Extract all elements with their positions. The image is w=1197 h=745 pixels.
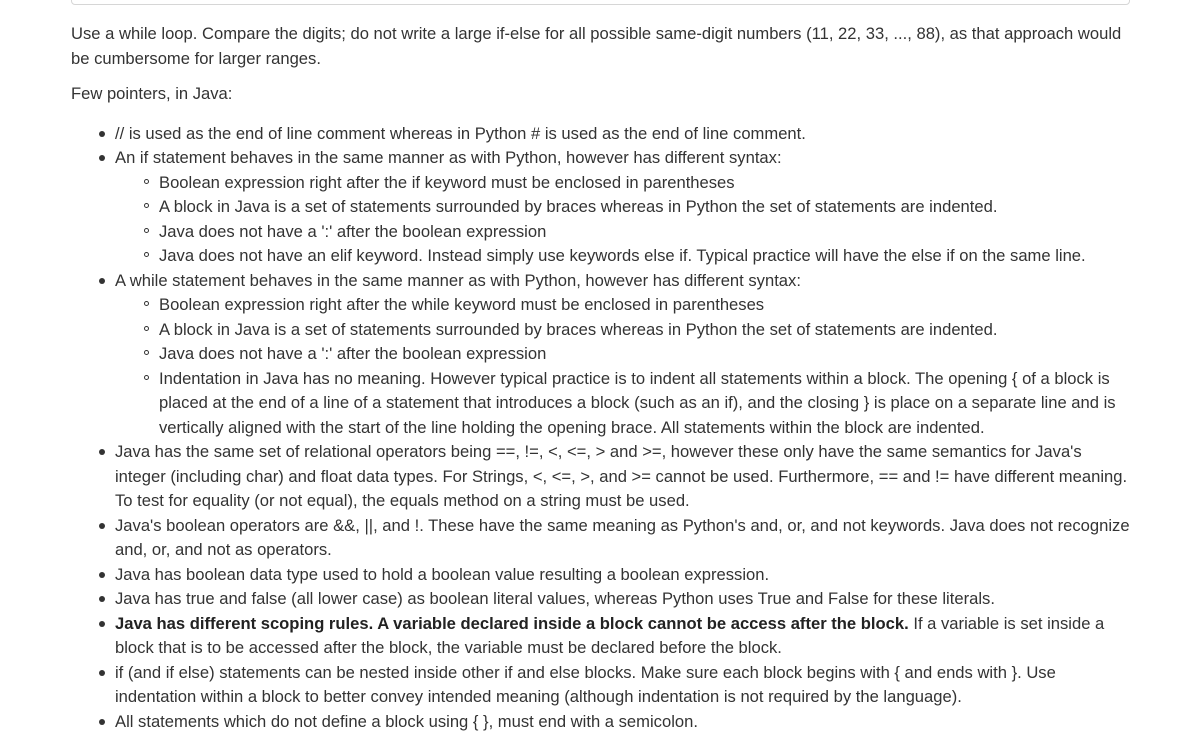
intro-paragraph: Use a while loop. Compare the digits; do not write a large if-else for all possible same-digit numbers (11, 22, 33, ..., 88), as that approach would be cumbersome for larger ranges. (71, 24, 1122, 68)
list-item: Java has the same set of relational operators being ==, !=, <, <=, > and >=, however these only have the same semantics for Java's integer (including char) and float data types. For Strings, <, <=, >, and >= cannot be used. Furthermore, == and != have different meaning. To test for equality (or not equal), the equals method on a string must be used. (115, 440, 1131, 514)
list-item: All statements which do not define a block using { }, must end with a semicolon. (115, 710, 1131, 735)
sub-list-item: Indentation in Java has no meaning. However typical practice is to indent all statements within a block. The opening { of a block is placed at the end of a line of a statement that introduces a block (such as an if), and the closing } is place on a separate line and is vertically aligned with the start of the line holding the opening brace. All statements within the block are indented. (159, 367, 1131, 441)
list-item: // is used as the end of line comment whereas in Python # is used as the end of line comment. (115, 122, 1131, 147)
sub-list-item: A block in Java is a set of statements surrounded by braces whereas in Python the set of statements are indented. (159, 195, 1131, 220)
list-item: Java has true and false (all lower case) as boolean literal values, whereas Python uses True and False for these literals. (115, 587, 1131, 612)
pointers-heading: Few pointers, in Java: (71, 84, 233, 103)
list-item-text: An if statement behaves in the same manner as with Python, however has different syntax: (115, 148, 782, 167)
scoping-text: If a variable is set inside a block that is to be accessed after the block, the variable must be declared before the block. (115, 613, 1105, 657)
sub-list-item: Java does not have a ':' after the boolean expression (159, 342, 1131, 367)
list-item (115, 269, 1131, 441)
pointers-list (71, 122, 1131, 735)
list-item: if (and if else) statements can be nested inside other if and else blocks. Make sure each block begins with { and ends with }. Use indentation within a block to better convey intended meaning (although indentation is not required by the language). (115, 661, 1131, 710)
sub-list-item: Boolean expression right after the while keyword must be enclosed in parentheses (159, 293, 1131, 318)
list-item (115, 146, 1131, 269)
list-item: Java's boolean operators are &&, ||, and !. These have the same meaning as Python's and, or, and not keywords. Java does not recognize and, or, and not as operators. (115, 514, 1131, 563)
instructions-content (71, 22, 1131, 734)
scoping-bold-text: Java has different scoping rules. A variable declared inside a block cannot be access after the block. (115, 613, 909, 633)
sub-list-item: A block in Java is a set of statements surrounded by braces whereas in Python the set of statements are indented. (159, 318, 1131, 343)
if-sublist (71, 171, 1131, 269)
list-item (115, 612, 1131, 661)
while-sublist (71, 293, 1131, 440)
sub-list-item: Java does not have a ':' after the boolean expression (159, 220, 1131, 245)
list-item: Java has boolean data type used to hold a boolean value resulting a boolean expression. (115, 563, 1131, 588)
list-item-text: A while statement behaves in the same manner as with Python, however has different syntax: (115, 270, 801, 290)
sub-list-item: Java does not have an elif keyword. Instead simply use keywords else if. Typical practice will have the else if on the same line. (159, 244, 1131, 269)
previous-section-card (71, 0, 1130, 5)
sub-list-item: Boolean expression right after the if keyword must be enclosed in parentheses (159, 171, 1131, 196)
